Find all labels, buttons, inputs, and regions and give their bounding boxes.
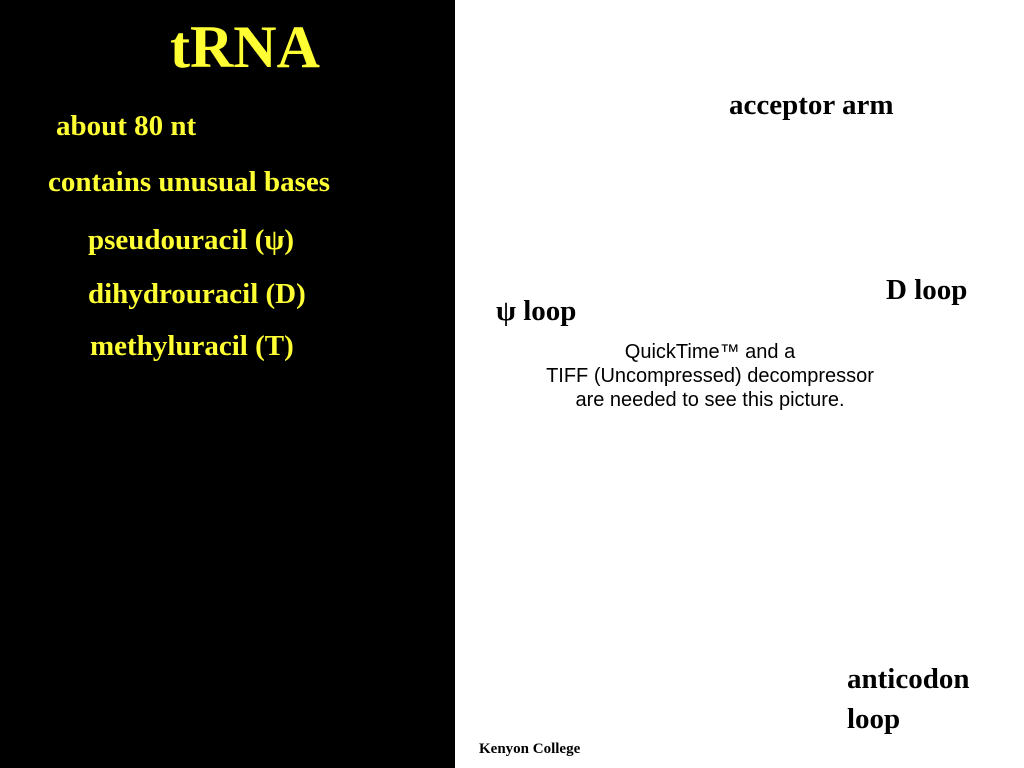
bullet-methyluracil: methyluracil (T) [90, 330, 294, 362]
placeholder-line: QuickTime™ and a [624, 341, 796, 363]
missing-image-placeholder [500, 340, 920, 412]
footer-credit: Kenyon College [479, 741, 581, 757]
label-psi-loop: ψ loop [496, 295, 577, 327]
bullet-length: about 80 nt [56, 110, 197, 142]
placeholder-line: TIFF (Uncompressed) decompressor [546, 365, 874, 387]
slide-title: tRNA [170, 14, 320, 80]
bullet-unusual-bases: contains unusual bases [48, 166, 331, 198]
label-d-loop: D loop [886, 274, 968, 306]
bullet-pseudouracil: pseudouracil (ψ) [88, 224, 295, 256]
label-anticodon-loop: anticodon loop [847, 663, 970, 735]
label-acceptor-arm: acceptor arm [729, 89, 894, 121]
bullet-dihydrouracil: dihydrouracil (D) [88, 278, 306, 310]
placeholder-line: are needed to see this picture. [575, 389, 845, 411]
left-panel [0, 0, 455, 768]
